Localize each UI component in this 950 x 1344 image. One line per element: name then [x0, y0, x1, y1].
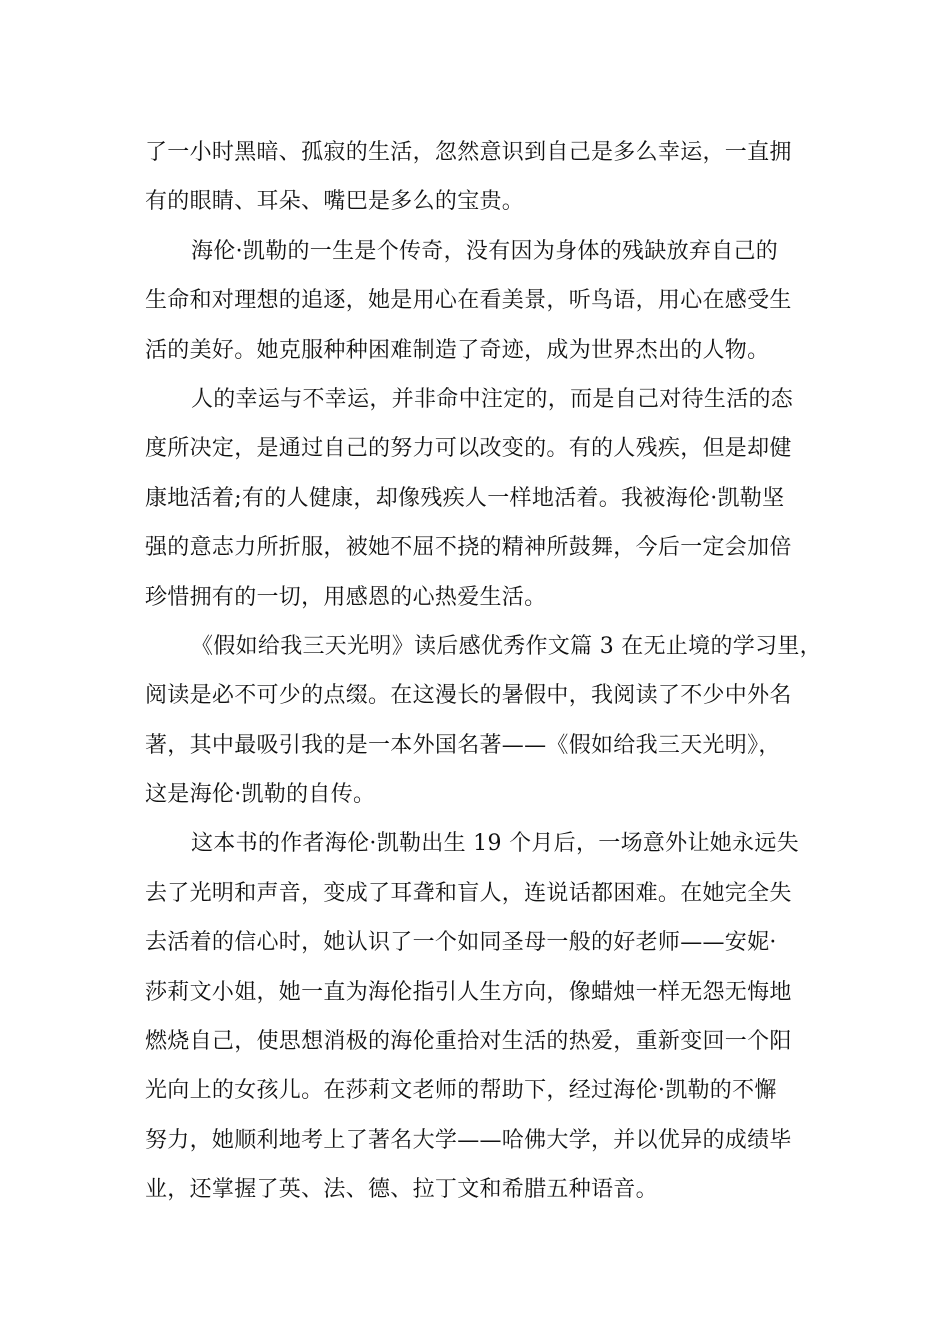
paragraph [145, 128, 805, 227]
text-line: 努力，她顺利地考上了著名大学——哈佛大学，并以优异的成绩毕 [145, 1127, 792, 1153]
text-line: 《假如给我三天光明》读后感优秀作文篇 3 在无止境的学习里， [191, 633, 822, 659]
text-line: 燃烧自己，使思想消极的海伦重拾对生活的热爱，重新变回一个阳 [145, 1029, 792, 1055]
paragraph [145, 622, 822, 820]
paragraph [145, 375, 805, 622]
text-line: 这本书的作者海伦·凯勒出生 19 个月后，一场意外让她永远失 [191, 831, 799, 857]
text-line: 业，还掌握了英、法、德、拉丁文和希腊五种语音。 [145, 1177, 658, 1203]
text-line: 著，其中最吸引我的是一本外国名著——《假如给我三天光明》， [145, 732, 781, 758]
paragraph [145, 819, 805, 1214]
text-line: 人的幸运与不幸运，并非命中注定的，而是自己对待生活的态 [191, 386, 794, 412]
text-line: 光向上的女孩儿。在莎莉文老师的帮助下，经过海伦·凯勒的不懈 [145, 1078, 777, 1104]
text-line: 了一小时黑暗、孤寂的生活，忽然意识到自己是多么幸运，一直拥 [145, 140, 792, 165]
text-line: 康地活着;有的人健康，却像残疾人一样地活着。我被海伦·凯勒坚 [145, 485, 785, 511]
text-line: 海伦·凯勒的一生是个传奇，没有因为身体的残缺放弃自己的 [191, 238, 779, 264]
text-line: 阅读是必不可少的点缀。在这漫长的暑假中，我阅读了不少中外名 [145, 683, 792, 709]
text-line: 有的眼睛、耳朵、嘴巴是多么的宝贵。 [145, 189, 525, 215]
paragraph [145, 227, 805, 375]
text-line: 去活着的信心时，她认识了一个如同圣母一般的好老师——安妮· [145, 930, 777, 956]
text-line: 去了光明和声音，变成了耳聋和盲人，连说话都困难。在她完全失 [145, 880, 792, 906]
text-line: 度所决定，是通过自己的努力可以改变的。有的人残疾，但是却健 [145, 436, 792, 462]
article-body [145, 128, 822, 1215]
text-line: 活的美好。她克服种种困难制造了奇迹，成为世界杰出的人物。 [145, 337, 770, 363]
text-line: 生命和对理想的追逐，她是用心在看美景，听鸟语，用心在感受生 [145, 288, 792, 314]
text-line: 珍惜拥有的一切，用感恩的心热爱生活。 [145, 584, 547, 610]
text-line: 莎莉文小姐，她一直为海伦指引人生方向，像蜡烛一样无怨无悔地 [145, 979, 792, 1005]
text-line: 强的意志力所折服，被她不屈不挠的精神所鼓舞，今后一定会加倍 [145, 535, 792, 561]
text-line: 这是海伦·凯勒的自传。 [145, 782, 376, 808]
